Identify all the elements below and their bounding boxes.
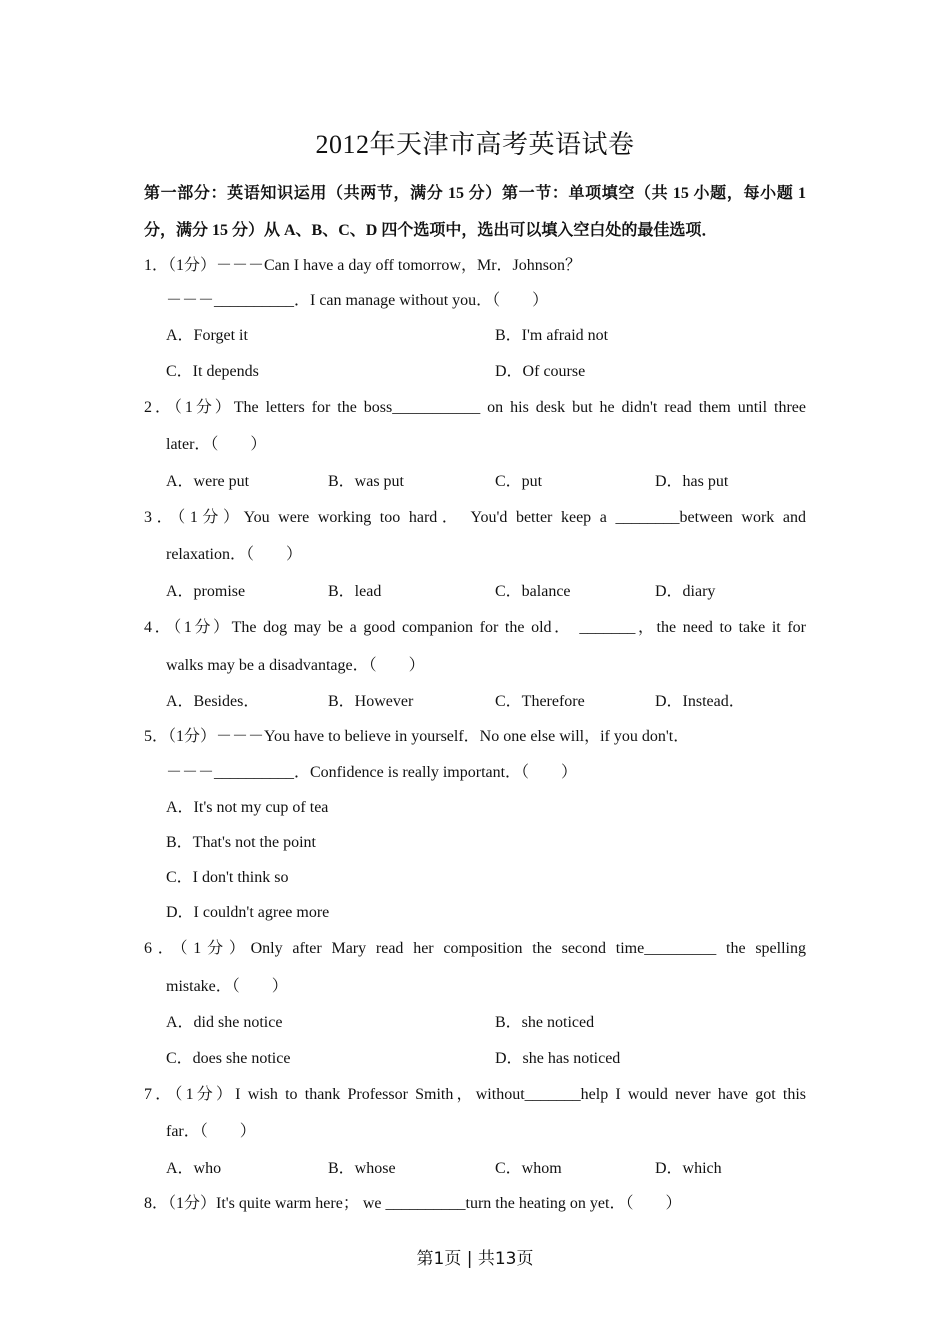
answer-option: D．diary xyxy=(655,582,716,600)
question-stem: 3．（1分）You were working too hard． You'd better keep a ________between work and xyxy=(144,508,806,526)
answer-option: C．does she notice xyxy=(166,1049,291,1067)
answer-options-row xyxy=(144,1151,806,1186)
question-item xyxy=(144,248,806,389)
answer-options-row xyxy=(144,354,806,389)
question-stem-continued: later．（ ） xyxy=(166,436,267,454)
question-item xyxy=(144,609,806,719)
answer-options-row xyxy=(144,1005,806,1040)
question-item xyxy=(144,499,806,609)
answer-option: A．Forget it xyxy=(166,327,248,345)
answer-option: C．It depends xyxy=(166,362,259,380)
answer-option: C．Therefore xyxy=(495,693,585,711)
page-title: 2012年天津市高考英语试卷 xyxy=(315,130,635,159)
question-item xyxy=(144,389,806,499)
answer-option: B．That's not the point xyxy=(166,833,316,851)
question-stem-continued: －－－__________．Confidence is really important．（ ） xyxy=(166,763,578,781)
question-stem: 2．（1分）The letters for the boss___________ on his desk but he didn't read them until three xyxy=(144,398,806,416)
section-instructions-line-2: 分，满分 15 分）从 A、B、C、D 四个选项中，选出可以填入空白处的最佳选项． xyxy=(144,222,718,239)
answer-option: C．whom xyxy=(495,1159,562,1177)
section-instructions-line-1: 第一部分：英语知识运用（共两节，满分 15 分）第一节：单项填空（共 15 小题，每小题 1 xyxy=(144,185,806,202)
answer-option: D．has put xyxy=(655,472,729,490)
answer-options-row xyxy=(144,464,806,499)
answer-option: A．who xyxy=(166,1159,222,1177)
answer-option: B．whose xyxy=(328,1159,396,1177)
answer-option: B．was put xyxy=(328,472,405,490)
question-item xyxy=(144,1076,806,1186)
page-number: 第1页 | 共13页 xyxy=(416,1249,534,1269)
answer-options-row xyxy=(144,1041,806,1076)
question-list xyxy=(144,248,806,1221)
answer-option: A．Besides． xyxy=(166,693,260,711)
answer-options-row xyxy=(144,318,806,353)
answer-option: C．put xyxy=(495,472,543,490)
answer-option: A．It's not my cup of tea xyxy=(166,798,329,816)
answer-option: D．I couldn't agree more xyxy=(166,904,330,922)
question-item xyxy=(144,930,806,1075)
answer-option: B．However xyxy=(328,693,414,711)
question-stem: 6．（1分）Only after Mary read her composition the second time_________ the spelling xyxy=(144,940,806,958)
answer-option: D．Instead． xyxy=(655,693,745,711)
question-stem: 4．（1分）The dog may be a good companion for the old． _______，the need to take it for xyxy=(144,619,806,637)
answer-option: B．she noticed xyxy=(495,1014,595,1032)
question-stem-continued: walks may be a disadvantage．（ ） xyxy=(166,656,425,674)
question-stem: 7．（1分）I wish to thank Professor Smith，without_______help I would never have got this xyxy=(144,1085,806,1103)
answer-option: D．Of course xyxy=(495,362,586,380)
answer-options-row xyxy=(144,574,806,609)
question-item xyxy=(144,1186,806,1221)
question-stem: 8．（1分）It's quite warm here； we __________turn the heating on yet．（ ） xyxy=(144,1195,682,1212)
question-stem-continued: －－－__________．I can manage without you．（ ） xyxy=(166,292,549,310)
question-stem-continued: relaxation．（ ） xyxy=(166,546,302,564)
question-stem-continued: mistake．（ ） xyxy=(166,977,288,995)
answer-option: B．I'm afraid not xyxy=(495,327,609,345)
question-stem: 5．（1分）－－－You have to believe in yourself．No one else will，if you don't． xyxy=(144,728,690,746)
question-stem: 1．（1分）－－－Can I have a day off tomorrow，Mr．Johnson？ xyxy=(144,257,581,274)
answer-options-row xyxy=(144,684,806,719)
answer-option: B．lead xyxy=(328,582,382,600)
answer-option: A．did she notice xyxy=(166,1014,283,1032)
answer-option: C．I don't think so xyxy=(166,869,289,887)
answer-option: D．she has noticed xyxy=(495,1049,621,1067)
answer-option: C．balance xyxy=(495,582,571,600)
answer-option: A．were put xyxy=(166,472,250,490)
answer-option: D．which xyxy=(655,1159,722,1177)
question-stem-continued: far．（ ） xyxy=(166,1123,256,1141)
answer-option: A．promise xyxy=(166,582,246,600)
question-item xyxy=(144,719,806,930)
